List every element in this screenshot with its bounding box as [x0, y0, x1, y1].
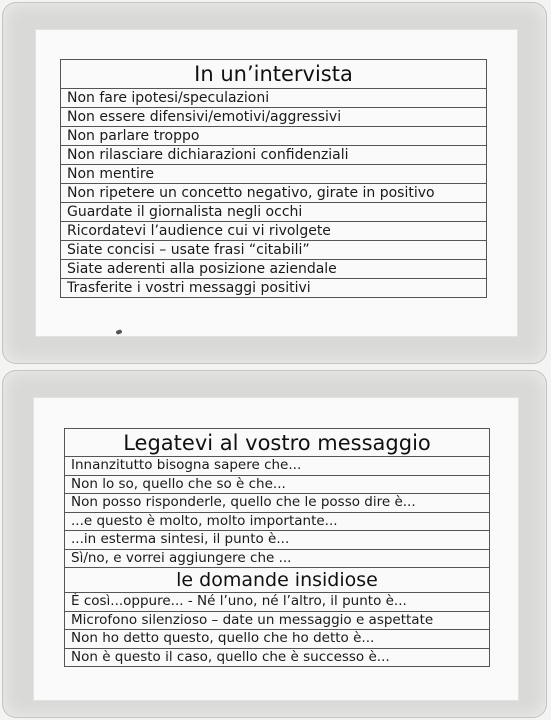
table-row: Non lo so, quello che so è che... [65, 476, 489, 495]
table-row: Non è questo il caso, quello che è successo è... [65, 649, 489, 668]
message-table [64, 428, 490, 667]
table-row: Ricordatevi l’audience cui vi rivolgete [61, 222, 486, 241]
message-title: Legatevi al vostro messaggio [65, 429, 489, 457]
table-row: Non essere difensivi/emotivi/aggressivi [61, 108, 486, 127]
table-row: ...e questo è molto, molto importante... [65, 513, 489, 532]
table-row: Microfono silenzioso – date un messaggio e aspettate [65, 612, 489, 631]
table-row: Non fare ipotesi/speculazioni [61, 89, 486, 108]
tricky-questions-subtitle: le domande insidiose [65, 568, 489, 593]
table-row: Innanzitutto bisogna sapere che... [65, 457, 489, 476]
table-row: Non parlare troppo [61, 127, 486, 146]
table-row: Sì/no, e vorrei aggiungere che ... [65, 550, 489, 569]
table-row: ...in esterma sintesi, il punto è... [65, 531, 489, 550]
table-row: Non mentire [61, 165, 486, 184]
interview-rules-table [60, 59, 487, 298]
table-row: Trasferite i vostri messaggi positivi [61, 279, 486, 298]
table-row: Siate aderenti alla posizione aziendale [61, 260, 486, 279]
table-row: È così...oppure... - Né l’uno, né l’altro, il punto è... [65, 593, 489, 612]
table-row: Non rilasciare dichiarazioni confidenziali [61, 146, 486, 165]
interview-rules-title: In un’intervista [61, 60, 486, 89]
table-row: Siate concisi – usate frasi “citabili” [61, 241, 486, 260]
table-row: Non ripetere un concetto negativo, girate in positivo [61, 184, 486, 203]
table-row: Non ho detto questo, quello che ho detto è... [65, 630, 489, 649]
table-row: Guardate il giornalista negli occhi [61, 203, 486, 222]
table-row: Non posso risponderle, quello che le posso dire è... [65, 494, 489, 513]
